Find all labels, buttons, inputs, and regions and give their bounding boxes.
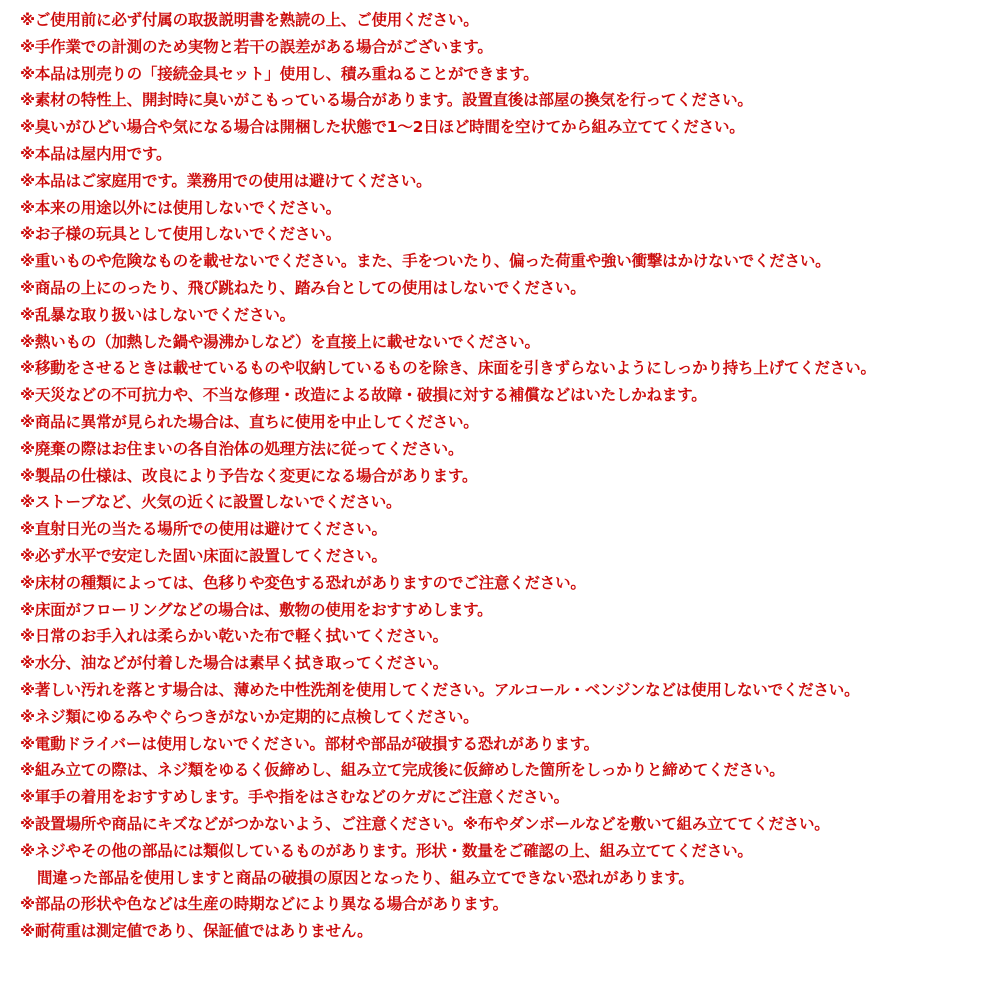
- notice-line: ※ネジ類にゆるみやぐらつきがないか定期的に点検してください。: [20, 707, 479, 726]
- notice-line: ※組み立ての際は、ネジ類をゆるく仮締めし、組み立て完成後に仮締めした箇所をしっかりと締めてください。: [20, 761, 785, 780]
- notice-line: ※本品は別売りの「接続金具セット」使用し、積み重ねることができます。: [20, 64, 539, 83]
- notice-line: ※床材の種類によっては、色移りや変色する恐れがありますのでご注意ください。: [20, 573, 586, 592]
- notice-line: ※商品の上にのったり、飛び跳ねたり、踏み台としての使用はしないでください。: [20, 278, 586, 297]
- notice-line: ※ストーブなど、火気の近くに設置しないでください。: [20, 493, 402, 512]
- notice-line: ※部品の形状や色などは生産の時期などにより異なる場合があります。: [20, 895, 508, 914]
- notice-line: ※水分、油などが付着した場合は素早く拭き取ってください。: [20, 654, 448, 673]
- notice-line: ※本品は屋内用です。: [20, 144, 172, 163]
- notice-line: ※直射日光の当たる場所での使用は避けてください。: [20, 520, 387, 539]
- notice-line: ※重いものや危険なものを載せないでください。また、手をついたり、偏った荷重や強い衝撃はかけないでください。: [20, 252, 831, 271]
- notice-line: ※お子様の玩具として使用しないでください。: [20, 225, 341, 244]
- notice-line: ※軍手の着用をおすすめします。手や指をはさむなどのケガにご注意ください。: [20, 788, 569, 807]
- notice-line: ※電動ドライバーは使用しないでください。部材や部品が破損する恐れがあります。: [20, 734, 599, 753]
- notice-line: ※本品はご家庭用です。業務用での使用は避けてください。: [20, 171, 432, 190]
- notice-line-continuation: 間違った部品を使用しますと商品の破損の原因となったり、組み立てできない恐れがあります。: [37, 868, 694, 887]
- notice-line: ※耐荷重は測定値であり、保証値ではありません。: [20, 922, 373, 941]
- notice-line: ※床面がフローリングなどの場合は、敷物の使用をおすすめします。: [20, 600, 493, 619]
- notice-line: ※本来の用途以外には使用しないでください。: [20, 198, 341, 217]
- notice-line: ※日常のお手入れは柔らかい乾いた布で軽く拭いてください。: [20, 627, 448, 646]
- notice-line: ※ネジやその他の部品には類似しているものがあります。形状・数量をご確認の上、組み立ててください。: [20, 841, 753, 860]
- notice-line: ※商品に異常が見られた場合は、直ちに使用を中止してください。: [20, 412, 479, 431]
- notice-line: ※設置場所や商品にキズなどがつかないよう、ご注意ください。※布やダンボールなどを敷いて組み立ててください。: [20, 814, 830, 833]
- notice-line: ※乱暴な取り扱いはしないでください。: [20, 305, 295, 324]
- notice-line: ※素材の特性上、開封時に臭いがこもっている場合があります。設置直後は部屋の換気を行ってください。: [20, 91, 753, 110]
- notice-line: ※天災などの不可抗力や、不当な修理・改造による故障・破損に対する補償などはいたしかねます。: [20, 386, 707, 405]
- notice-line: ※ご使用前に必ず付属の取扱説明書を熟読の上、ご使用ください。: [20, 11, 479, 29]
- notice-line: ※必ず水平で安定した固い床面に設置してください。: [20, 546, 387, 565]
- notice-line: ※製品の仕様は、改良により予告なく変更になる場合があります。: [20, 466, 478, 485]
- notice-line: ※廃棄の際はお住まいの各自治体の処理方法に従ってください。: [20, 439, 464, 458]
- notice-line: ※臭いがひどい場合や気になる場合は開梱した状態で1〜2日ほど時間を空けてから組み立ててください。: [20, 118, 745, 137]
- notice-line: ※熱いもの（加熱した鍋や湯沸かしなど）を直接上に載せないでください。: [20, 332, 540, 351]
- notice-line: ※著しい汚れを落とす場合は、薄めた中性洗剤を使用してください。アルコール・ベンジンなどは使用しないでください。: [20, 680, 860, 699]
- notice-line: ※手作業での計測のため実物と若干の誤差がある場合がございます。: [20, 37, 493, 56]
- notice-line: ※移動をさせるときは載せているものや収納しているものを除き、床面を引きずらないようにしっかり持ち上げてください。: [20, 359, 876, 378]
- caution-notice-list: [20, 7, 990, 945]
